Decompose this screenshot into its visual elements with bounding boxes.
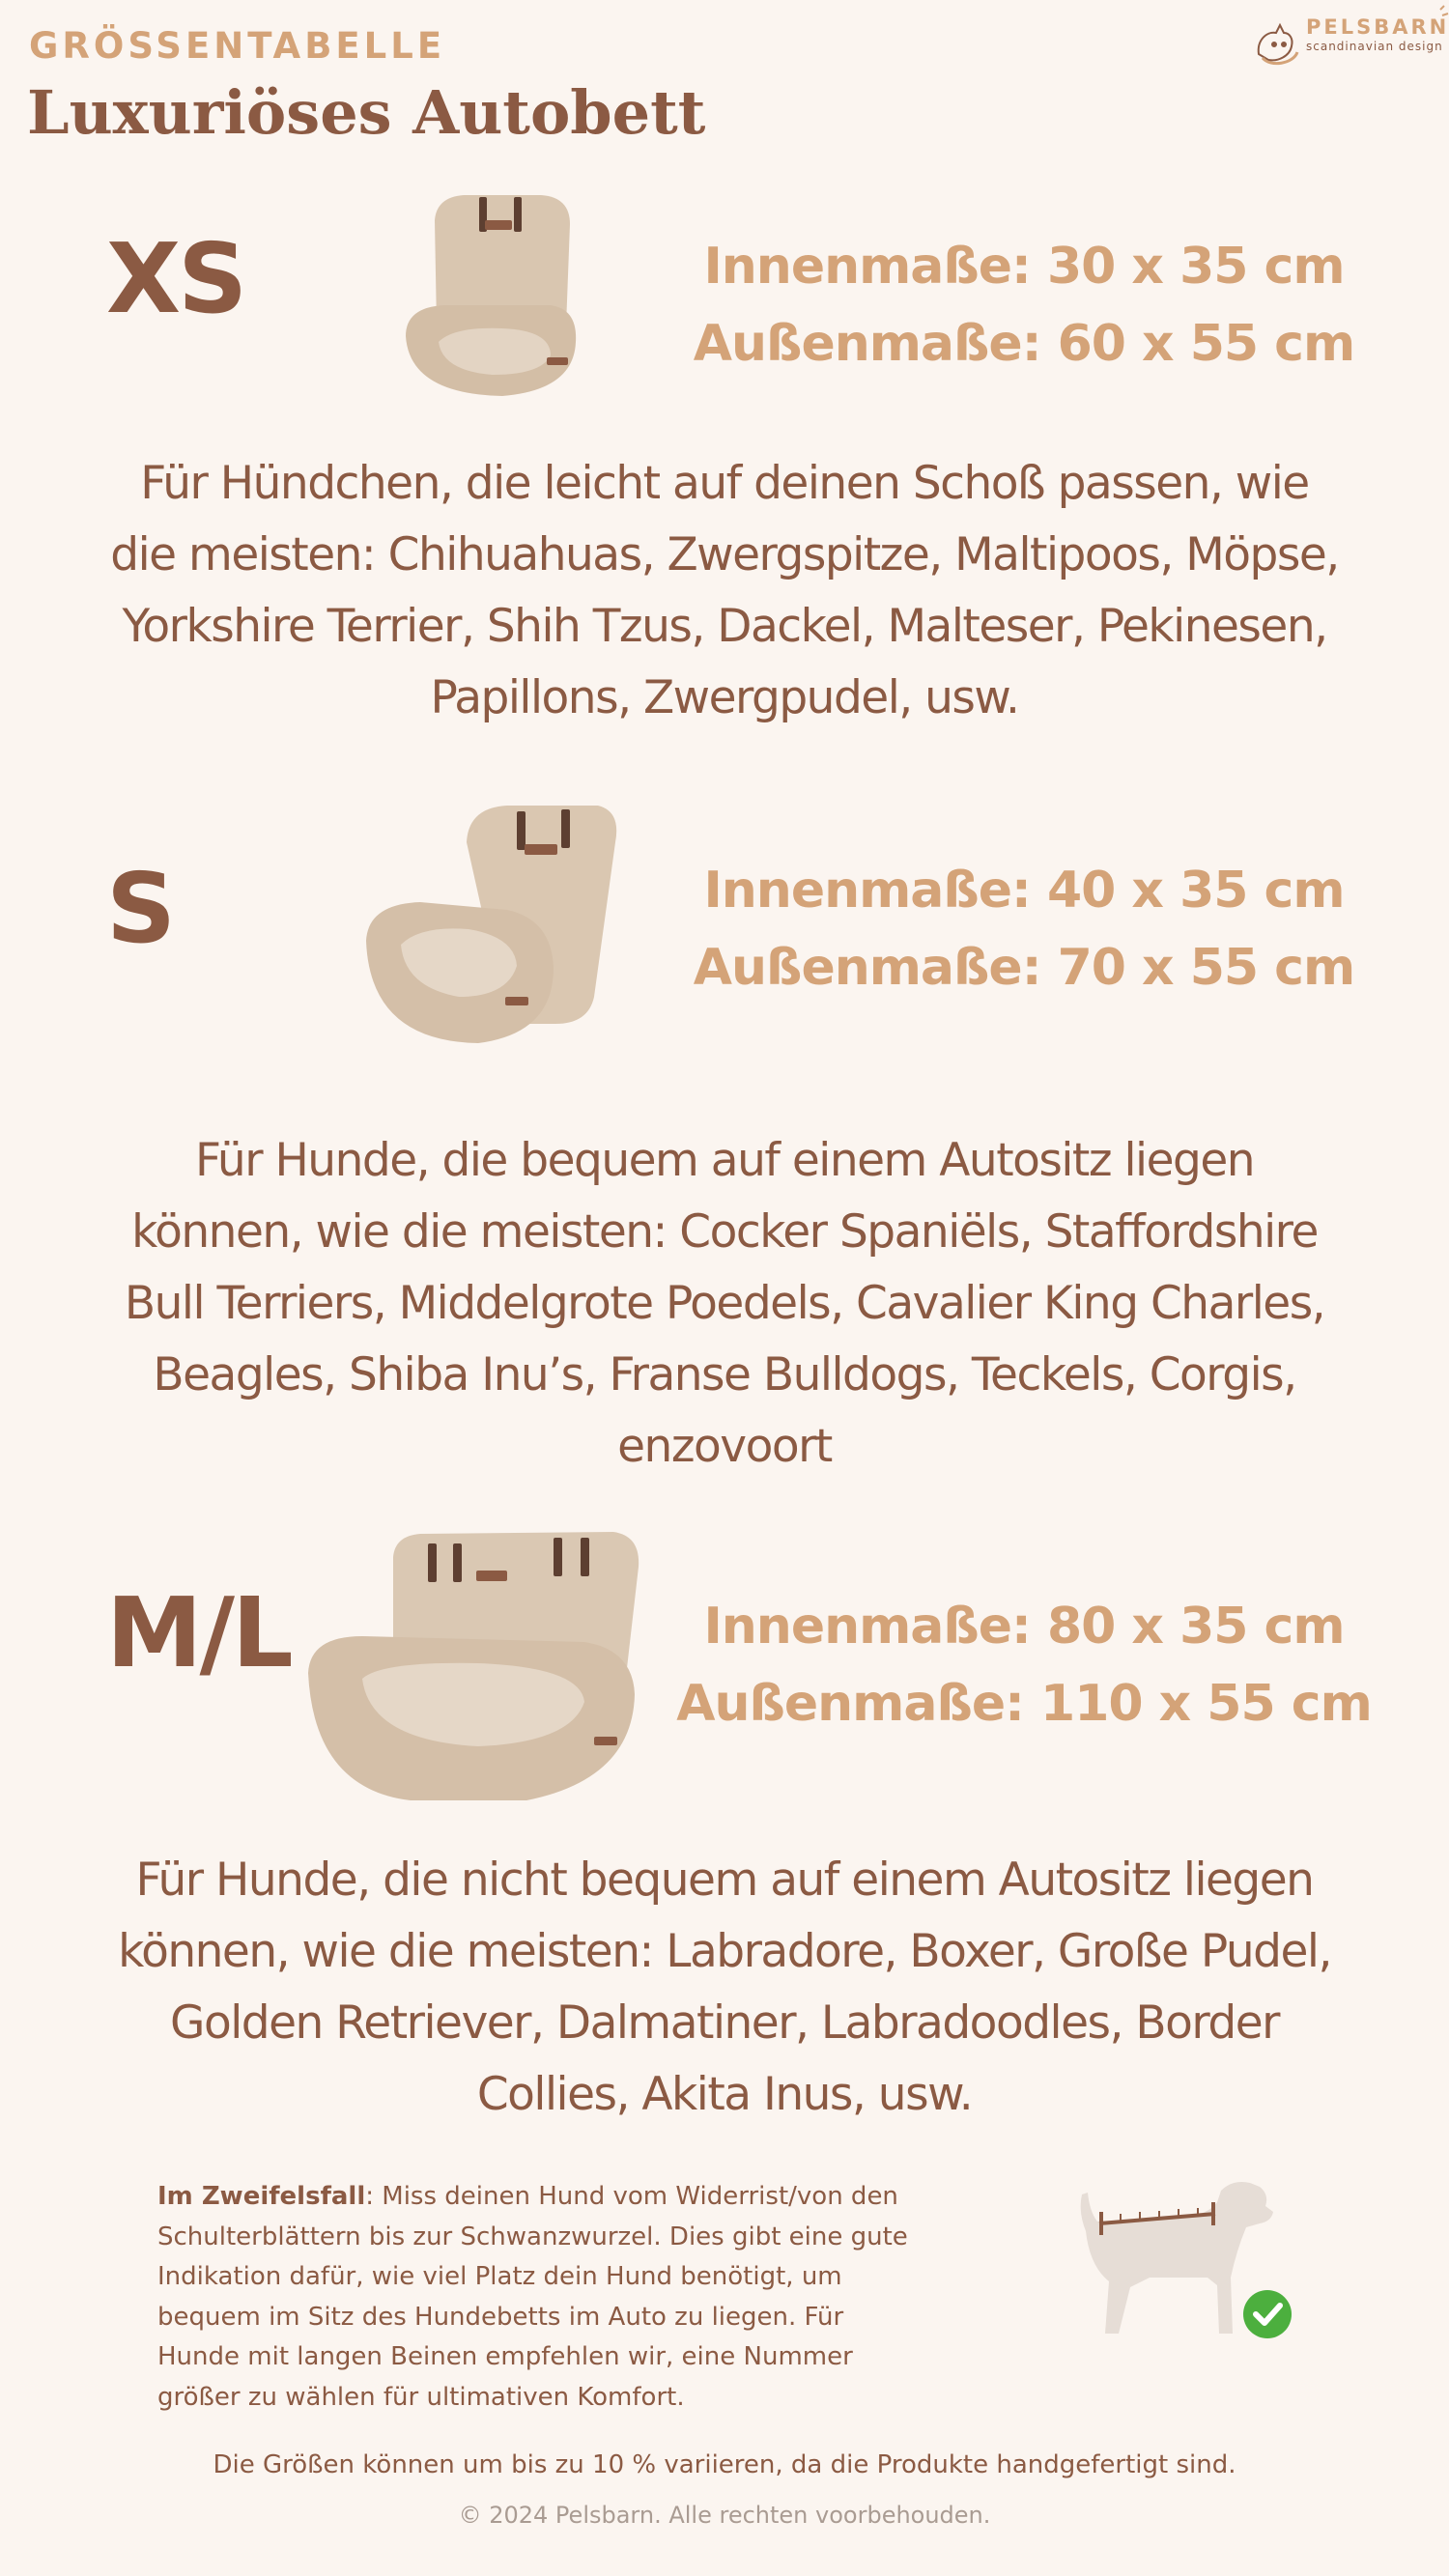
inner-dims-s: Innenmaße: 40 x 35 cm — [703, 862, 1345, 920]
description-line: Für Hunde, die nicht bequem auf einem Autositz liegen — [135, 1854, 1314, 1907]
dog-measure-icon — [1063, 2173, 1304, 2347]
description-line: enzovoort — [617, 1420, 832, 1473]
note-line: größer zu wählen für ultimativen Komfort. — [157, 2382, 685, 2412]
inner-dims-ml: Innenmaße: 80 x 35 cm — [703, 1598, 1345, 1656]
size-label-ml: M/L — [106, 1576, 291, 1689]
description-line: Collies, Akita Inus, usw. — [476, 2068, 973, 2121]
outer-dims-xs: Außenmaße: 60 x 55 cm — [693, 315, 1355, 373]
note-first-line — [157, 2177, 1027, 2218]
note-line: Indikation dafür, wie viel Platz dein Hund benötigt, um — [157, 2262, 842, 2291]
description-xs — [0, 448, 1449, 734]
dims-s — [676, 852, 1372, 1006]
variance-note: Die Größen können um bis zu 10 % variieren, da die Produkte handgefertigt sind. — [213, 2450, 1236, 2479]
car-bed-s-image — [362, 804, 618, 1047]
dims-xs — [676, 228, 1372, 382]
inner-dims-xs: Innenmaße: 30 x 35 cm — [703, 238, 1345, 296]
car-bed-xs-image — [396, 191, 580, 402]
outer-dims-s: Außenmaße: 70 x 55 cm — [693, 939, 1355, 997]
outer-dims-ml: Außenmaße: 110 x 55 cm — [676, 1675, 1372, 1733]
car-bed-ml-image — [304, 1528, 642, 1808]
description-line: Für Hunde, die bequem auf einem Autositz liegen — [194, 1134, 1255, 1187]
logo-name: PELSBARN — [1306, 15, 1449, 39]
measuring-note — [157, 2177, 1027, 2418]
description-line: Golden Retriever, Dalmatiner, Labradoodles, Border — [170, 1996, 1279, 2050]
description-line: können, wie die meisten: Labradore, Boxer, Große Pudel, — [118, 1925, 1331, 1978]
note-line: bequem im Sitz des Hundebetts im Auto zu liegen. Für — [157, 2302, 844, 2332]
size-label-s: S — [106, 852, 174, 965]
description-line: die meisten: Chihuahuas, Zwergspitze, Maltipoos, Möpse, — [110, 528, 1339, 581]
description-line: Für Hündchen, die leicht auf deinen Schoß passen, wie — [140, 457, 1309, 510]
description-line: Bull Terriers, Middelgrote Poedels, Cavalier King Charles, — [124, 1277, 1325, 1330]
copyright: © 2024 Pelsbarn. Alle rechten voorbehouden. — [458, 2502, 991, 2529]
description-line: können, wie die meisten: Cocker Spaniëls, Staffordshire — [131, 1205, 1318, 1259]
description-line: Papillons, Zwergpudel, usw. — [430, 671, 1019, 724]
page-title: Luxuriöses Autobett — [27, 77, 706, 148]
note-first-line-rest: : Miss deinen Hund vom Widerrist/von den — [365, 2182, 898, 2211]
eyebrow-title: GRÖSSENTABELLE — [29, 25, 446, 67]
note-line: Schulterblättern bis zur Schwanzwurzel. Dies gibt eine gute — [157, 2222, 908, 2251]
description-s — [0, 1125, 1449, 1483]
description-line: Yorkshire Terrier, Shih Tzus, Dackel, Malteser, Pekinesen, — [122, 600, 1327, 653]
dims-ml — [676, 1588, 1372, 1742]
description-line: Beagles, Shiba Inu’s, Franse Bulldogs, Teckels, Corgis, — [153, 1348, 1296, 1401]
logo-tagline: scandinavian design — [1306, 40, 1443, 53]
note-lead: Im Zweifelsfall — [157, 2182, 366, 2211]
checkmark-icon — [1243, 2290, 1292, 2338]
size-label-xs: XS — [106, 222, 245, 335]
note-line: Hunde mit langen Beinen empfehlen wir, eine Nummer — [157, 2342, 853, 2371]
description-ml — [0, 1845, 1449, 2131]
